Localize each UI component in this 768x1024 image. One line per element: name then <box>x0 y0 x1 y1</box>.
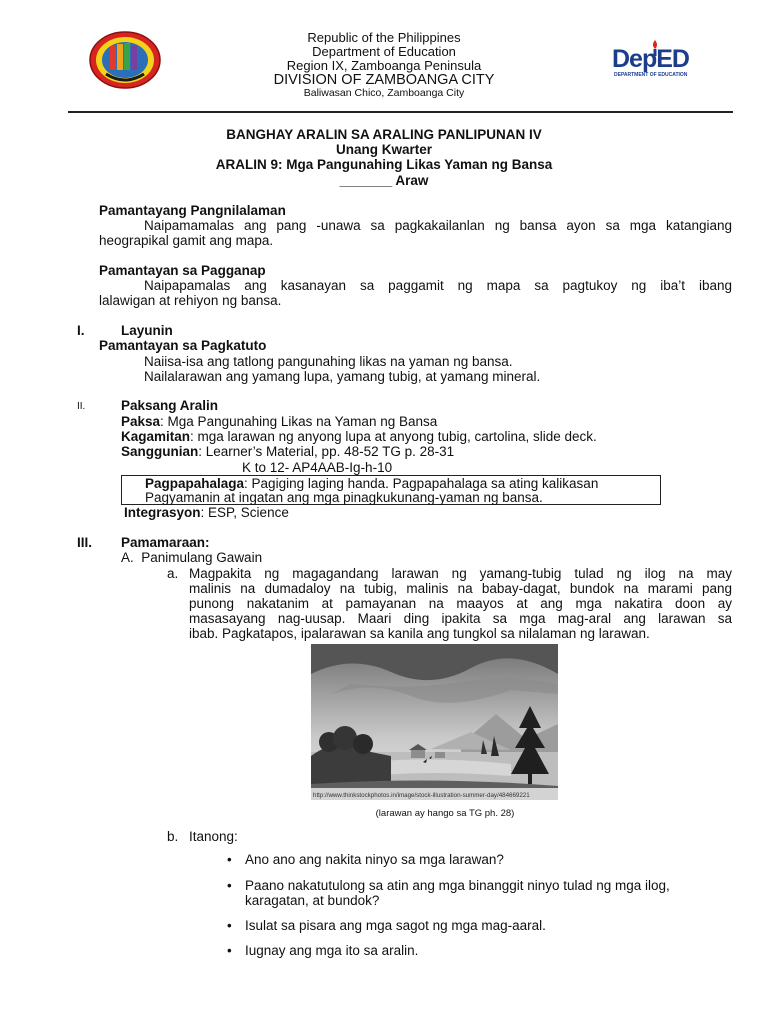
paksa-value: : Mga Pangunahing Likas na Yaman ng Bansa <box>160 414 438 429</box>
section1-numeral: I. <box>77 323 85 338</box>
item-a-line1: Magpakita ng magagandang larawan ng yamang-tubig tulad ng ilog na may <box>189 566 732 581</box>
content-standard-line2: heograpikal gamit ang mapa. <box>99 233 274 248</box>
header-region: Region IX, Zamboanga Peninsula <box>286 58 482 73</box>
photo-caption: (larawan ay hango sa TG ph. 28) <box>375 808 515 819</box>
lesson-title: ARALIN 9: Mga Pangunahing Likas Yaman ng Bansa <box>215 157 553 172</box>
photo-source-url: http://www.thinkstockphotos.in/image/stock-illustration-summer-day/484669221 <box>313 792 530 799</box>
paksa-line <box>121 414 437 429</box>
landscape-illustration <box>311 644 558 800</box>
content-standard-line1: Naipamamalas ang pang -unawa sa pagkakailanlan ng bansa ayon sa mga katangiang <box>144 218 732 233</box>
sanggunian-label: Sanggunian <box>121 444 199 459</box>
curriculum-code: K to 12- AP4AAB-Ig-h-10 <box>242 460 393 475</box>
deped-logo-text: DepED <box>612 45 689 73</box>
item-a-marker: a. <box>167 566 179 581</box>
bullet-q2: • <box>227 878 232 893</box>
header-address: Baliwasan Chico, Zamboanga City <box>303 87 465 99</box>
header-department: Department of Education <box>312 44 456 59</box>
item-b-label: Itanong: <box>189 829 238 844</box>
pagpapahalaga-label: Pagpapahalaga <box>145 476 245 491</box>
integrasyon-label: Integrasyon <box>124 505 201 520</box>
lesson-plan-title: BANGHAY ARALIN SA ARALING PANLIPUNAN IV <box>226 127 542 142</box>
question-2-line1: Paano nakatutulong sa atin ang mga binanggit ninyo tulad ng mga ilog, <box>245 878 670 893</box>
performance-standard-heading: Pamantayan sa Pagganap <box>99 263 266 278</box>
header-division: DIVISION OF ZAMBOANGA CITY <box>273 72 495 88</box>
division-seal <box>88 30 162 90</box>
question-4: Iugnay ang mga ito sa aralin. <box>245 943 419 958</box>
objective-item2: Nailalarawan ang yamang lupa, yamang tubig, at yamang mineral. <box>144 369 541 384</box>
performance-standard-line2: lalawigan at rehiyon ng bansa. <box>99 293 282 308</box>
question-3: Isulat sa pisara ang mga sagot ng mga mag-aaral. <box>245 918 546 933</box>
sanggunian-line <box>121 444 454 459</box>
landscape-scene-icon <box>311 644 558 800</box>
question-1: Ano ano ang nakita ninyo sa mga larawan? <box>245 852 504 867</box>
objective-item1: Naiisa-isa ang tatlong pangunahing likas na yaman ng bansa. <box>144 354 513 369</box>
pagpapahalaga-line2: Pagyamanin at ingatan ang mga pinagkukunang-yaman ng bansa. <box>145 490 543 505</box>
integrasyon-value: : ESP, Science <box>200 505 289 520</box>
section1-heading: Layunin <box>121 323 173 338</box>
item-a-line2: malinis na dumadaloy na tubig, malinis na babay-dagat, bundok na marami pang <box>189 581 732 596</box>
paksa-label: Paksa <box>121 414 161 429</box>
item-a-line4: masasayang nag-uusap. Maari ding ipakita sa mga mag-aral ang larawan sa <box>189 611 732 626</box>
sanggunian-value: : Learner’s Material, pp. 48-52 TG p. 28-31 <box>198 444 455 459</box>
performance-standard-line1: Naipapamalas ang kasanayan sa paggamit ng mapa sa pagtukoy ng iba’t ibang <box>144 278 732 293</box>
integrasyon-line <box>124 505 289 520</box>
division-seal-icon <box>88 30 162 90</box>
question-2-line2: karagatan, at bundok? <box>245 893 380 908</box>
kagamitan-value: : mga larawan ng anyong lupa at anyong tubig, cartolina, slide deck. <box>190 429 597 444</box>
bullet-q4: • <box>227 943 232 958</box>
bullet-q1: • <box>227 852 232 867</box>
item-b-marker: b. <box>167 829 179 844</box>
kagamitan-line <box>121 429 597 444</box>
item-a-line3: punong nakatanim at pamayanan na maayos at ang mga nakatira doon ay <box>189 596 732 611</box>
deped-logo-subtext: DEPARTMENT OF EDUCATION <box>614 72 688 78</box>
item-a-line5: ibab. Pagkatapos, ipalarawan sa kanila ang tungkol sa nilalaman ng larawan. <box>189 626 650 641</box>
bullet-q3: • <box>227 918 232 933</box>
header-republic: Republic of the Philippines <box>307 30 461 45</box>
deped-logo <box>612 40 690 80</box>
section1-subheading: Pamantayan sa Pagkatuto <box>99 338 267 353</box>
pagpapahalaga-value: : Pagiging laging handa. Pagpapahalaga sa ating kalikasan <box>244 476 599 491</box>
section3-heading: Pamamaraan: <box>121 535 210 550</box>
section2-heading: Paksang Aralin <box>121 398 219 413</box>
header-divider <box>68 111 733 113</box>
pagpapahalaga-line <box>145 476 598 491</box>
section2-numeral: II. <box>77 401 86 412</box>
day-title: _______ Araw <box>339 173 429 188</box>
part-a-heading: A. Panimulang Gawain <box>121 550 263 565</box>
kagamitan-label: Kagamitan <box>121 429 191 444</box>
content-standard-heading: Pamantayang Pangnilalaman <box>99 203 286 218</box>
section3-numeral: III. <box>77 535 93 550</box>
quarter-title: Unang Kwarter <box>335 142 433 157</box>
